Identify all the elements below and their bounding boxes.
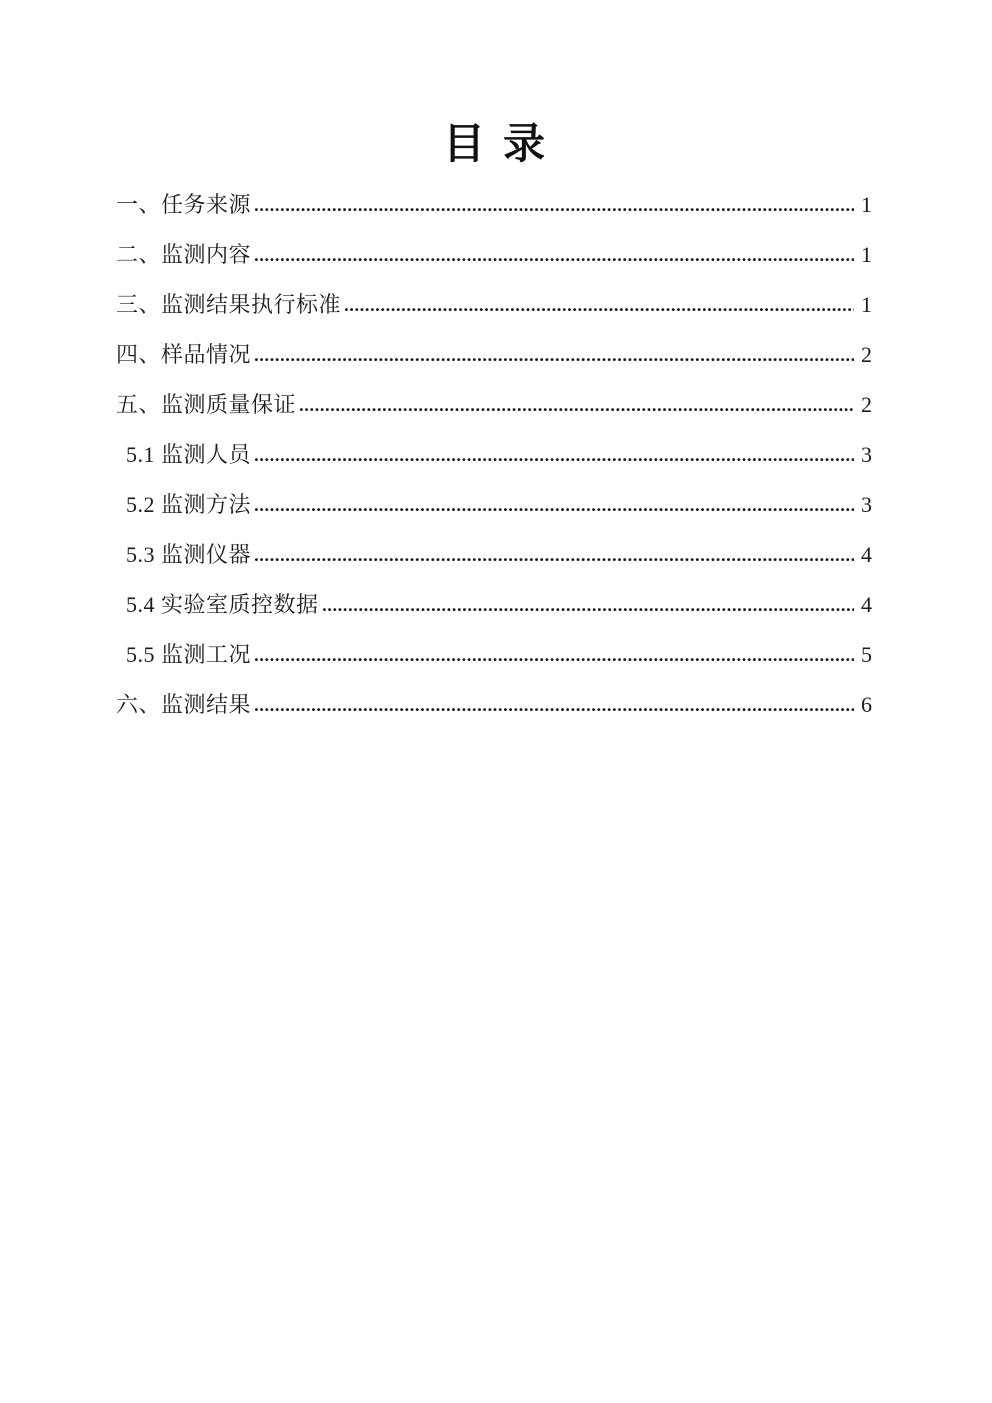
toc-entry-label[interactable]: 5.1 监测人员: [126, 442, 252, 467]
toc-entry-page-number: 1: [861, 192, 872, 217]
toc-entry-page-number: 3: [861, 442, 872, 467]
toc-entry[interactable]: [116, 280, 872, 330]
toc-entry-page-number: 6: [861, 692, 872, 717]
toc-entry-label[interactable]: 六、监测结果: [116, 692, 252, 717]
toc-entry-label[interactable]: 5.4 实验室质控数据: [126, 592, 319, 617]
toc-entry-page-number: 4: [861, 592, 872, 617]
toc-entry[interactable]: [116, 180, 872, 230]
toc-leader-dots: [255, 557, 854, 562]
toc-leader-dots: [255, 257, 854, 262]
toc-leader-dots: [255, 457, 854, 462]
toc-entry[interactable]: [116, 530, 872, 580]
toc-entry[interactable]: [116, 230, 872, 280]
toc-entry-label[interactable]: 四、样品情况: [116, 342, 252, 367]
toc-leader-dots: [345, 307, 854, 312]
toc-entry-label[interactable]: 一、任务来源: [116, 192, 252, 217]
toc-entry-label[interactable]: 5.5 监测工况: [126, 642, 252, 667]
toc-entry-label[interactable]: 5.2 监测方法: [126, 492, 252, 517]
toc-entry[interactable]: [116, 380, 872, 430]
toc-entry-page-number: 3: [861, 492, 872, 517]
toc-entry-page-number: 1: [861, 292, 872, 317]
toc-title: [116, 116, 872, 174]
toc-leader-dots: [255, 707, 854, 712]
toc-leader-dots: [255, 507, 854, 512]
toc-entry-page-number: 5: [861, 642, 872, 667]
toc-entry-page-number: 2: [861, 392, 872, 417]
toc-entry[interactable]: [116, 330, 872, 380]
toc-leader-dots: [300, 407, 854, 412]
toc-leader-dots: [255, 357, 854, 362]
toc-entry-label[interactable]: 三、监测结果执行标准: [116, 292, 342, 317]
toc-entry-label[interactable]: 5.3 监测仪器: [126, 542, 252, 567]
toc-leader-dots: [255, 207, 854, 212]
toc-entry[interactable]: [116, 630, 872, 680]
toc-entry[interactable]: [116, 430, 872, 480]
toc-leader-dots: [323, 607, 854, 612]
toc-entry-page-number: 4: [861, 542, 872, 567]
toc-leader-dots: [255, 657, 854, 662]
toc-entry[interactable]: [116, 680, 872, 730]
toc-entry[interactable]: [116, 580, 872, 630]
toc-entry[interactable]: [116, 480, 872, 530]
toc-list: [116, 180, 872, 730]
toc-entry-page-number: 1: [861, 242, 872, 267]
toc-entry-page-number: 2: [861, 342, 872, 367]
toc-entry-label[interactable]: 五、监测质量保证: [116, 392, 297, 417]
toc-title-text: 目录: [442, 122, 563, 168]
toc-entry-label[interactable]: 二、监测内容: [116, 242, 252, 267]
